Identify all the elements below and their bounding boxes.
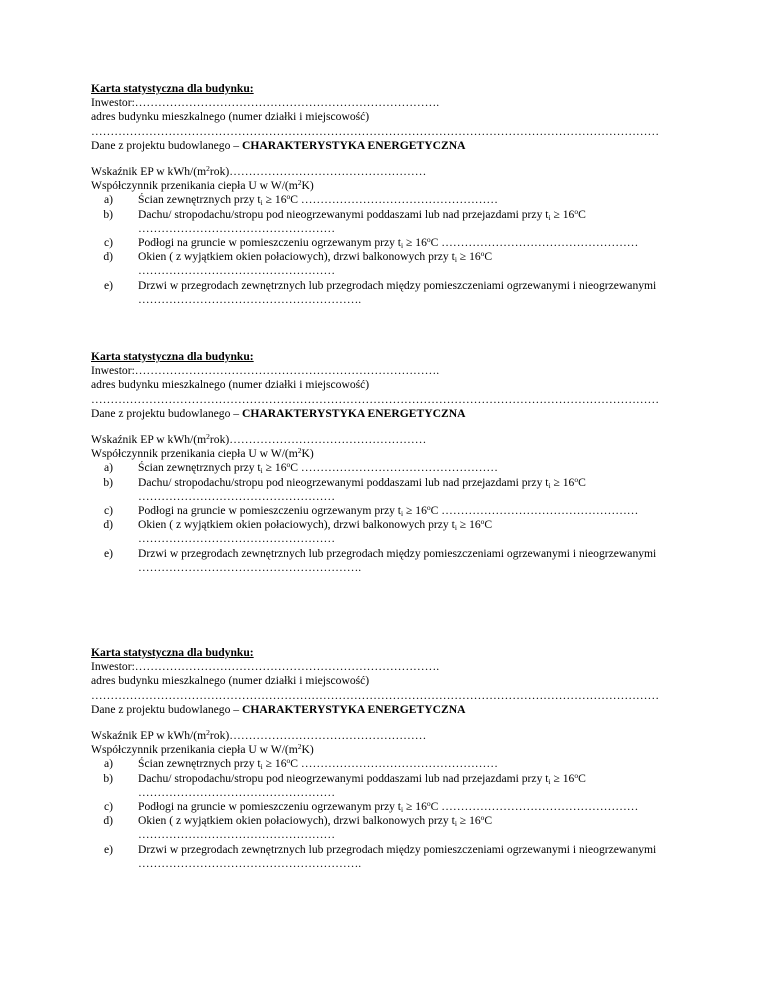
item-text: C — [484, 814, 493, 828]
ep-exponent: 2 — [206, 433, 210, 442]
project-prefix: Dane z projektu budowlanego – — [91, 138, 242, 152]
item-value-dots: C …………………………………………… — [290, 461, 498, 475]
u-coefficient-label: Współczynnik przenikania ciepła U w W/(m — [91, 447, 298, 461]
address-dots-line: ………………………………………………………………………………………………………………………………… — [91, 124, 660, 138]
investor-line: Inwestor:……………………………………………………………………. — [91, 364, 440, 378]
item-marker: b) — [103, 207, 113, 221]
item-marker: c) — [103, 504, 113, 518]
item-text: ≥ 16 — [262, 757, 287, 771]
temp-subscript: i — [548, 212, 551, 222]
address-dots-line: ………………………………………………………………………………………………………………………………… — [91, 688, 660, 702]
temp-subscript: i — [454, 819, 457, 829]
ep-exponent: 2 — [206, 165, 210, 174]
project-data-line — [91, 139, 691, 153]
item-text: Podłogi na gruncie w pomieszczeniu ogrzewanym przy t — [138, 504, 402, 518]
item-a-external-walls — [91, 193, 691, 207]
temp-subscript: i — [454, 523, 457, 533]
item-text: Dachu/ stropodachu/stropu pod nieogrzewanymi poddaszami lub nad przejazdami przy t — [138, 771, 549, 785]
temp-subscript: i — [260, 466, 263, 476]
u-coefficient-exponent: 2 — [297, 179, 302, 188]
item-marker: d) — [103, 814, 113, 828]
item-b-value-dots: …………………………………………… — [138, 489, 336, 503]
item-marker: d) — [103, 250, 113, 264]
address-label: adres budynku mieszkalnego (numer działki i miejscowość) — [91, 674, 370, 688]
temp-subscript: i — [454, 255, 457, 265]
u-coefficient-unit-end: K) — [301, 743, 314, 757]
item-d-value-dots: …………………………………………… — [138, 532, 336, 546]
degree-superscript: o — [480, 250, 485, 259]
ep-value-dots: rok)…………………………………………… — [209, 729, 427, 743]
item-c-ground-floor — [91, 800, 691, 814]
item-text: ≥ 16 — [550, 771, 575, 785]
temp-subscript: i — [548, 480, 551, 490]
item-text: Ścian zewnętrznych przy t — [138, 757, 261, 771]
item-text: ≥ 16 — [456, 250, 481, 264]
item-a-external-walls — [91, 757, 691, 771]
u-coefficient-line — [91, 447, 691, 461]
u-coefficient-label: Współczynnik przenikania ciepła U w W/(m — [91, 179, 298, 193]
item-text: Podłogi na gruncie w pomieszczeniu ogrzewanym przy t — [138, 800, 402, 814]
degree-superscript: o — [286, 193, 291, 202]
item-b-roof — [91, 772, 691, 786]
ep-label: Wskaźnik EP w kWh/(m — [91, 729, 207, 743]
item-text: C — [578, 771, 586, 785]
investor-line: Inwestor:……………………………………………………………………. — [91, 660, 440, 674]
item-c-ground-floor — [91, 236, 691, 250]
u-coefficient-unit-end: K) — [301, 447, 314, 461]
item-b-value-dots: …………………………………………… — [138, 785, 336, 799]
item-text: ≥ 16 — [456, 814, 481, 828]
u-coefficient-exponent: 2 — [297, 743, 302, 752]
energy-characteristics-heading: CHARAKTERYSTYKA ENERGETYCZNA — [242, 702, 466, 716]
item-text: ≥ 16 — [262, 461, 287, 475]
address-dots-line: ………………………………………………………………………………………………………………………………… — [91, 392, 660, 406]
item-value-dots: C …………………………………………… — [290, 757, 498, 771]
degree-superscript: o — [480, 814, 485, 823]
degree-superscript: o — [574, 771, 579, 780]
item-marker: e) — [103, 278, 113, 292]
item-text: Ścian zewnętrznych przy t — [138, 193, 261, 207]
statistical-card-2 — [91, 350, 691, 575]
energy-characteristics-heading: CHARAKTERYSTYKA ENERGETYCZNA — [242, 138, 466, 152]
item-text: C — [578, 475, 586, 489]
item-d-windows — [91, 250, 691, 264]
item-text: C — [578, 207, 586, 221]
item-marker: a) — [103, 461, 113, 475]
degree-superscript: o — [286, 757, 291, 766]
degree-superscript: o — [574, 207, 579, 216]
degree-superscript: o — [574, 475, 579, 484]
investor-line: Inwestor:……………………………………………………………………. — [91, 96, 440, 110]
item-text: ≥ 16 — [403, 236, 427, 250]
address-label: adres budynku mieszkalnego (numer działki i miejscowość) — [91, 378, 370, 392]
item-e-doors — [91, 547, 691, 561]
item-b-value-dots: …………………………………………… — [138, 221, 336, 235]
item-text: Okien ( z wyjątkiem okien połaciowych), drzwi balkonowych przy t — [138, 250, 455, 264]
item-marker: d) — [103, 518, 113, 532]
item-text: ≥ 16 — [456, 518, 481, 532]
temp-subscript: i — [401, 241, 404, 251]
u-coefficient-label: Współczynnik przenikania ciepła U w W/(m — [91, 743, 298, 757]
item-value-dots: C …………………………………………… — [430, 504, 639, 518]
u-coefficient-exponent: 2 — [297, 447, 302, 456]
temp-subscript: i — [401, 509, 404, 519]
item-text: Drzwi w przegrodach zewnętrznych lub przegrodach między pomieszczeniami ogrzewanymi i nieogrzewanymi — [138, 278, 657, 292]
ep-indicator-line — [91, 165, 691, 179]
item-text: ≥ 16 — [550, 207, 575, 221]
item-marker: c) — [103, 800, 113, 814]
degree-superscript: o — [286, 461, 291, 470]
item-value-dots: C …………………………………………… — [290, 193, 498, 207]
energy-characteristics-heading: CHARAKTERYSTYKA ENERGETYCZNA — [242, 406, 466, 420]
item-e-doors — [91, 843, 691, 857]
item-a-external-walls — [91, 461, 691, 475]
item-text: ≥ 16 — [403, 800, 427, 814]
degree-superscript: o — [426, 504, 431, 513]
item-d-windows — [91, 814, 691, 828]
ep-label: Wskaźnik EP w kWh/(m — [91, 165, 207, 179]
degree-superscript: o — [480, 518, 485, 527]
item-e-value-dots: …………………………………………………. — [138, 560, 362, 574]
item-e-value-dots: …………………………………………………. — [138, 856, 362, 870]
u-coefficient-line — [91, 179, 691, 193]
item-text: ≥ 16 — [550, 475, 575, 489]
ep-indicator-line — [91, 729, 691, 743]
project-data-line — [91, 407, 691, 421]
item-b-roof — [91, 476, 691, 490]
item-d-value-dots: …………………………………………… — [138, 828, 336, 842]
project-prefix: Dane z projektu budowlanego – — [91, 702, 242, 716]
item-text: Podłogi na gruncie w pomieszczeniu ogrzewanym przy t — [138, 236, 402, 250]
card-title: Karta statystyczna dla budynku: — [91, 82, 254, 95]
project-prefix: Dane z projektu budowlanego – — [91, 406, 242, 420]
ep-exponent: 2 — [206, 729, 210, 738]
item-text: Dachu/ stropodachu/stropu pod nieogrzewanymi poddaszami lub nad przejazdami przy t — [138, 207, 549, 221]
card-title: Karta statystyczna dla budynku: — [91, 350, 254, 363]
item-text: Okien ( z wyjątkiem okien połaciowych), drzwi balkonowych przy t — [138, 814, 455, 828]
temp-subscript: i — [548, 776, 551, 786]
ep-value-dots: rok)…………………………………………… — [209, 165, 427, 179]
temp-subscript: i — [260, 762, 263, 772]
item-marker: c) — [103, 236, 113, 250]
item-text: Ścian zewnętrznych przy t — [138, 461, 261, 475]
degree-superscript: o — [426, 236, 431, 245]
item-value-dots: C …………………………………………… — [430, 800, 639, 814]
item-text: ≥ 16 — [403, 504, 427, 518]
ep-label: Wskaźnik EP w kWh/(m — [91, 433, 207, 447]
u-coefficient-unit-end: K) — [301, 179, 314, 193]
item-text: C — [484, 250, 493, 264]
item-d-value-dots: …………………………………………… — [138, 264, 336, 278]
ep-value-dots: rok)…………………………………………… — [209, 433, 427, 447]
item-e-doors — [91, 279, 691, 293]
item-c-ground-floor — [91, 504, 691, 518]
item-text: Drzwi w przegrodach zewnętrznych lub przegrodach między pomieszczeniami ogrzewanymi i nieogrzewanymi — [138, 546, 657, 560]
ep-indicator-line — [91, 433, 691, 447]
item-d-windows — [91, 518, 691, 532]
card-title: Karta statystyczna dla budynku: — [91, 646, 254, 659]
item-marker: a) — [103, 193, 113, 207]
address-label: adres budynku mieszkalnego (numer działki i miejscowość) — [91, 110, 370, 124]
item-text: ≥ 16 — [262, 193, 287, 207]
item-marker: b) — [103, 475, 113, 489]
item-b-roof — [91, 208, 691, 222]
statistical-card-1 — [91, 82, 691, 307]
item-marker: a) — [103, 757, 113, 771]
item-marker: e) — [103, 546, 113, 560]
item-value-dots: C …………………………………………… — [430, 236, 639, 250]
item-text: C — [484, 518, 493, 532]
item-e-value-dots: …………………………………………………. — [138, 292, 362, 306]
item-marker: b) — [103, 771, 113, 785]
temp-subscript: i — [401, 805, 404, 815]
statistical-card-3 — [91, 646, 691, 871]
u-coefficient-line — [91, 743, 691, 757]
project-data-line — [91, 703, 691, 717]
item-text: Okien ( z wyjątkiem okien połaciowych), drzwi balkonowych przy t — [138, 518, 455, 532]
item-marker: e) — [103, 842, 113, 856]
item-text: Dachu/ stropodachu/stropu pod nieogrzewanymi poddaszami lub nad przejazdami przy t — [138, 475, 549, 489]
degree-superscript: o — [426, 800, 431, 809]
temp-subscript: i — [260, 198, 263, 208]
item-text: Drzwi w przegrodach zewnętrznych lub przegrodach między pomieszczeniami ogrzewanymi i nieogrzewanymi — [138, 842, 657, 856]
